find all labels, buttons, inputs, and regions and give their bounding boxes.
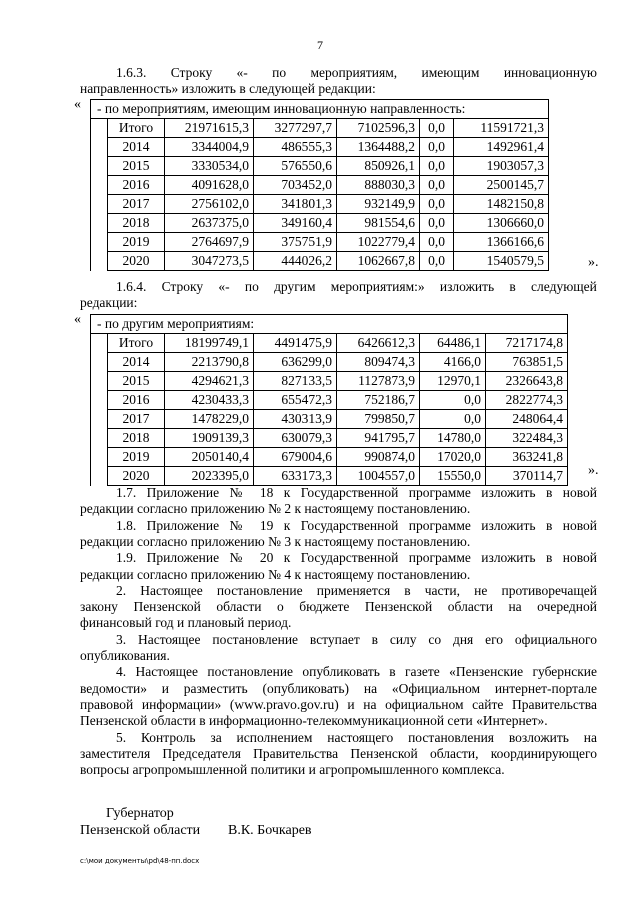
- table-cell: 2213790,8: [165, 353, 254, 372]
- table-indent-cell: [91, 176, 108, 195]
- table2: [90, 314, 568, 486]
- table-indent-cell: [91, 119, 108, 138]
- page-number: 7: [317, 38, 323, 52]
- table-row: [91, 391, 568, 410]
- table-row: [91, 353, 568, 372]
- table-cell: 363241,8: [486, 448, 568, 467]
- table-cell: 370114,7: [486, 467, 568, 486]
- paragraph-line: редакции согласно приложению № 3 к настоящему постановлению.: [80, 533, 471, 549]
- table-indent-cell: [91, 195, 108, 214]
- section-1-6-3-line1: 1.6.3. Строку «- по мероприятиям, имеющим инновационную: [116, 65, 597, 80]
- table-row: [91, 233, 549, 252]
- table-indent-cell: [91, 214, 108, 233]
- table-row: [91, 214, 549, 233]
- table-cell: 2016: [108, 176, 165, 195]
- table-cell: 2014: [108, 138, 165, 157]
- table-row: [91, 252, 549, 271]
- table-cell: 3047273,5: [165, 252, 254, 271]
- table-cell: 941795,7: [337, 429, 420, 448]
- table-row: [91, 448, 568, 467]
- table-row: [91, 176, 549, 195]
- table-cell: 2326643,8: [486, 372, 568, 391]
- table-cell: 2017: [108, 195, 165, 214]
- table-cell: 1478229,0: [165, 410, 254, 429]
- table-indent-cell: [91, 448, 108, 467]
- table2-close-quote: ».: [588, 463, 599, 478]
- paragraph-line: 4. Настоящее постановление опубликовать в газете «Пензенские губернские: [116, 664, 597, 680]
- table-cell: 7217174,8: [486, 334, 568, 353]
- table-cell: 1127873,9: [337, 372, 420, 391]
- table-indent-cell: [91, 391, 108, 410]
- table-cell: 827133,5: [254, 372, 337, 391]
- table-cell: 0,0: [420, 252, 454, 271]
- table-indent-cell: [91, 467, 108, 486]
- table-cell: 0,0: [420, 176, 454, 195]
- table-cell: 4294621,3: [165, 372, 254, 391]
- table-cell: 17020,0: [420, 448, 486, 467]
- paragraph-line: закону Пензенской области о бюджете Пензенской области на очередной: [80, 599, 597, 615]
- table-cell: 763851,5: [486, 353, 568, 372]
- table-cell: 0,0: [420, 391, 486, 410]
- table-cell: 7102596,3: [337, 119, 420, 138]
- table-cell: 248064,4: [486, 410, 568, 429]
- table-cell: 633173,3: [254, 467, 337, 486]
- paragraph-line: правовой информации» (www.pravo.gov.ru) и на официальном сайте Правительства: [80, 696, 597, 712]
- paragraph-line: опубликования.: [80, 648, 170, 663]
- signature-title-line1: Губернатор: [106, 806, 174, 821]
- table-cell: 0,0: [420, 214, 454, 233]
- table-cell: 0,0: [420, 138, 454, 157]
- table-cell: 2637375,0: [165, 214, 254, 233]
- table-cell: 1540579,5: [454, 252, 549, 271]
- table-cell: 1022779,4: [337, 233, 420, 252]
- table1-header: - по мероприятиям, имеющим инновационную направленность:: [91, 100, 549, 119]
- table-cell: 636299,0: [254, 353, 337, 372]
- table-indent-cell: [91, 429, 108, 448]
- table-cell: 6426612,3: [337, 334, 420, 353]
- table-cell: 2822774,3: [486, 391, 568, 410]
- table-indent-cell: [91, 157, 108, 176]
- paragraph-line: ведомости» и разместить (опубликовать) на «Официальном интернет-портале: [80, 680, 597, 696]
- table-cell: 752186,7: [337, 391, 420, 410]
- table2-container: [90, 314, 568, 486]
- paragraph-line: заместителя Председателя Правительства Пензенской области, координирующего: [80, 745, 597, 761]
- table1: [90, 99, 549, 271]
- table-cell: 18199749,1: [165, 334, 254, 353]
- table-cell: 15550,0: [420, 467, 486, 486]
- paragraph-line: 1.9. Приложение № 20 к Государственной программе изложить в новой: [116, 550, 597, 566]
- table-cell: 703452,0: [254, 176, 337, 195]
- table-indent-cell: [91, 353, 108, 372]
- table-cell: 2015: [108, 157, 165, 176]
- table-cell: 341801,3: [254, 195, 337, 214]
- table-cell: 981554,6: [337, 214, 420, 233]
- paragraph-line: 5. Контроль за исполнением настоящего постановления возложить на: [116, 729, 597, 745]
- table-row: [91, 334, 568, 353]
- table-indent-cell: [91, 372, 108, 391]
- table-cell: 809474,3: [337, 353, 420, 372]
- table1-close-quote: ».: [588, 255, 599, 270]
- table-cell: 322484,3: [486, 429, 568, 448]
- table-cell: 2018: [108, 429, 165, 448]
- table-cell: 21971615,3: [165, 119, 254, 138]
- table-cell: 0,0: [420, 195, 454, 214]
- table-cell: 2016: [108, 391, 165, 410]
- table-cell: 1366166,6: [454, 233, 549, 252]
- section-1-6-4-line1: 1.6.4. Строку «- по другим мероприятиям:» изложить в следующей: [116, 279, 597, 294]
- table-cell: 1482150,8: [454, 195, 549, 214]
- table-row: [91, 410, 568, 429]
- paragraph-line: финансовый год и плановый период.: [80, 615, 292, 631]
- table-cell: 888030,3: [337, 176, 420, 195]
- table-cell: 2019: [108, 448, 165, 467]
- table-cell: 2764697,9: [165, 233, 254, 252]
- table-cell: 2019: [108, 233, 165, 252]
- table-cell: 349160,4: [254, 214, 337, 233]
- table-row: [91, 372, 568, 391]
- table-row: [91, 429, 568, 448]
- table-cell: 375751,9: [254, 233, 337, 252]
- paragraph-line: 1.7. Приложение № 18 к Государственной программе изложить в новой: [116, 485, 597, 500]
- table1-container: [90, 99, 549, 271]
- table-cell: 2050140,4: [165, 448, 254, 467]
- table-cell: 12970,1: [420, 372, 486, 391]
- table-cell: 1062667,8: [337, 252, 420, 271]
- table2-open-quote: «: [74, 312, 81, 327]
- paragraph-line: 3. Настоящее постановление вступает в силу со дня его официального: [116, 631, 597, 647]
- table-cell: 4491475,9: [254, 334, 337, 353]
- table-cell: 4230433,3: [165, 391, 254, 410]
- section-1-6-4-line2: редакции:: [80, 295, 138, 310]
- table-row: [91, 157, 549, 176]
- table1-open-quote: «: [74, 97, 81, 112]
- table-cell: 0,0: [420, 410, 486, 429]
- table-cell: 2014: [108, 353, 165, 372]
- signature-name: В.К. Бочкарев: [228, 823, 312, 838]
- table-cell: 655472,3: [254, 391, 337, 410]
- paragraph-line: 2. Настоящее постановление применяется в части, не противоречащей: [116, 582, 597, 598]
- section-1-6-4-heading: [116, 279, 597, 295]
- table-indent-cell: [91, 252, 108, 271]
- table-cell: 64486,1: [420, 334, 486, 353]
- table2-header: - по другим мероприятиям:: [91, 315, 568, 334]
- table-cell: 932149,9: [337, 195, 420, 214]
- table-cell: 1492961,4: [454, 138, 549, 157]
- table-cell: 1364488,2: [337, 138, 420, 157]
- table-cell: 3344004,9: [165, 138, 254, 157]
- table-cell: 2017: [108, 410, 165, 429]
- section-1-6-3-line2: направленность» изложить в следующей редакции:: [80, 81, 376, 96]
- table-cell: 850926,1: [337, 157, 420, 176]
- table-cell: 2023395,0: [165, 467, 254, 486]
- table-indent-cell: [91, 138, 108, 157]
- table-cell: 679004,6: [254, 448, 337, 467]
- table-indent-cell: [91, 410, 108, 429]
- table-cell: 1909139,3: [165, 429, 254, 448]
- table-cell: 2756102,0: [165, 195, 254, 214]
- paragraph-line: Пензенской области в информационно-телекоммуникационной сети «Интернет».: [80, 713, 548, 729]
- table-cell: Итого: [108, 334, 165, 353]
- table-cell: 4166,0: [420, 353, 486, 372]
- table-cell: 2020: [108, 252, 165, 271]
- table-cell: 799850,7: [337, 410, 420, 429]
- table-indent-cell: [91, 334, 108, 353]
- table-row: [91, 195, 549, 214]
- table-cell: 0,0: [420, 119, 454, 138]
- table-row: [91, 138, 549, 157]
- table-cell: 630079,3: [254, 429, 337, 448]
- table-cell: 0,0: [420, 157, 454, 176]
- table-cell: 2018: [108, 214, 165, 233]
- table-cell: 11591721,3: [454, 119, 549, 138]
- signature-title-line2: Пензенской области: [80, 823, 201, 838]
- table-cell: 486555,3: [254, 138, 337, 157]
- table-cell: 2500145,7: [454, 176, 549, 195]
- table-row: [91, 467, 568, 486]
- table-cell: 576550,6: [254, 157, 337, 176]
- table-cell: 444026,2: [254, 252, 337, 271]
- table-cell: 2020: [108, 467, 165, 486]
- table-cell: 990874,0: [337, 448, 420, 467]
- paragraph-line: редакции согласно приложению № 2 к настоящему постановлению.: [80, 501, 471, 517]
- table-cell: 1306660,0: [454, 214, 549, 233]
- table-cell: 430313,9: [254, 410, 337, 429]
- table-row: [91, 119, 549, 138]
- paragraph-line: вопросы агропромышленной политики и агропромышленного комплекса.: [80, 762, 505, 778]
- table-cell: 3277297,7: [254, 119, 337, 138]
- table-indent-cell: [91, 233, 108, 252]
- table-cell: 3330534,0: [165, 157, 254, 176]
- paragraph-line: редакции согласно приложению № 4 к настоящему постановлению.: [80, 566, 471, 582]
- table-cell: 14780,0: [420, 429, 486, 448]
- paragraph-line: 1.8. Приложение № 19 к Государственной программе изложить в новой: [116, 517, 597, 533]
- table-cell: 2015: [108, 372, 165, 391]
- table-cell: 0,0: [420, 233, 454, 252]
- table-cell: 1903057,3: [454, 157, 549, 176]
- section-1-6-3-heading: [116, 65, 597, 81]
- table-cell: Итого: [108, 119, 165, 138]
- table-cell: 1004557,0: [337, 467, 420, 486]
- table-cell: 4091628,0: [165, 176, 254, 195]
- footer-file-path: c:\мои документы\pd\48-пп.docx: [80, 857, 200, 865]
